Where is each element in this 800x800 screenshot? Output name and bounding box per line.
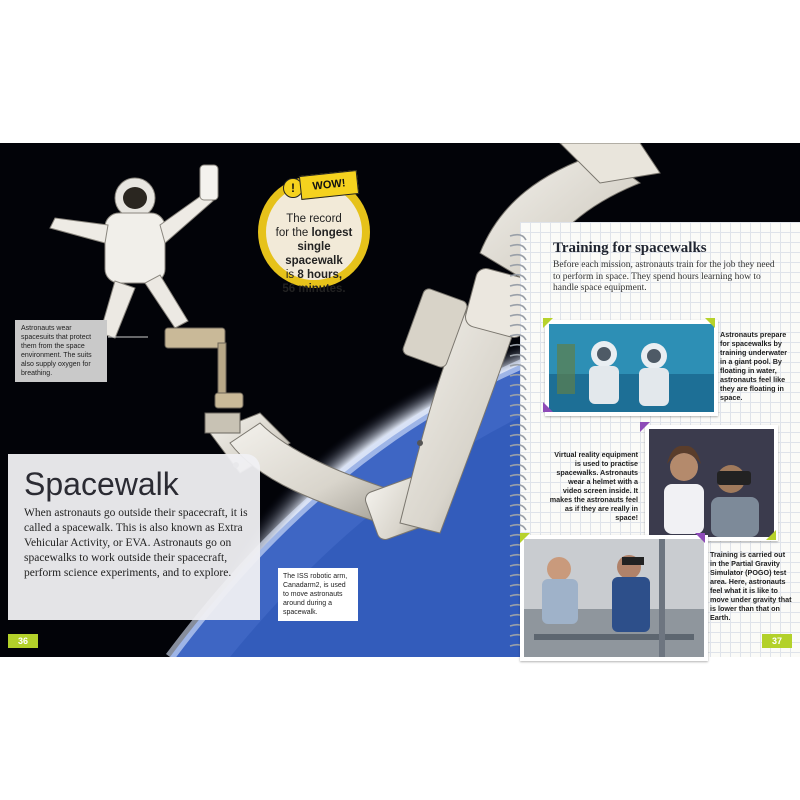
- pogo-test-area-image: [524, 539, 704, 657]
- spacesuit-caption: Astronauts wear spacesuits that protect them from the space environment. The suits also supply oxygen for breathing.: [15, 320, 107, 382]
- vr-headset-image: [649, 429, 774, 537]
- photo-corner-tab: [520, 533, 530, 543]
- photo-corner-tab: [705, 318, 715, 328]
- underwater-astronauts-image: [549, 324, 714, 412]
- page-number-left: 36: [8, 634, 38, 648]
- exclamation-icon: !: [283, 178, 303, 198]
- photo-corner-tab: [766, 530, 776, 540]
- pogo-caption: Training is carried out in the Partial Gravity Simulator (POGO) test area. Here, astronauts feel what it is like to move under gravity that is lower than that on Earth.: [710, 550, 792, 622]
- spacewalk-body: When astronauts go outside their spacecraft, it is called a spacewalk. This is also known as Extra Vehicular Activity, or EVA. Astronauts go on spacewalks to work outside their spacecraft, perform science experiments, and to explore.: [24, 507, 248, 579]
- training-title: Training for spacewalks: [553, 240, 707, 256]
- photo-corner-tab: [695, 533, 705, 543]
- pool-training-photo: [545, 320, 718, 416]
- vr-caption: Virtual reality equipment is used to practise spacewalks. Astronauts wear a helmet with a video screen inside. It makes the astronauts feel as if they are really in space!: [549, 450, 638, 522]
- pogo-training-photo: [520, 535, 708, 661]
- caption-leader-line: [108, 335, 148, 339]
- photo-corner-tab: [543, 402, 553, 412]
- page-number-right: 37: [762, 634, 792, 648]
- wow-fact-text: The record for the longest single spacewalk is 8 hours, 56 minutes.: [275, 213, 353, 295]
- spacewalk-title: Spacewalk: [24, 466, 179, 502]
- photo-corner-tab: [543, 318, 553, 328]
- canadarm-caption: The ISS robotic arm, Canadarm2, is used to move astronauts around during a spacewalk.: [278, 568, 358, 621]
- pool-caption: Astronauts prepare for spacewalks by training underwater in a giant pool. By floating in water, astronauts feel like they are floating in space.: [720, 330, 788, 402]
- wow-tag: WOW!: [299, 170, 359, 200]
- training-body: Before each mission, astronauts train for the job they need to perform in space. They spend hours learning how to handle space equipment.: [553, 260, 775, 293]
- photo-corner-tab: [640, 422, 650, 432]
- vr-training-photo: [645, 425, 778, 541]
